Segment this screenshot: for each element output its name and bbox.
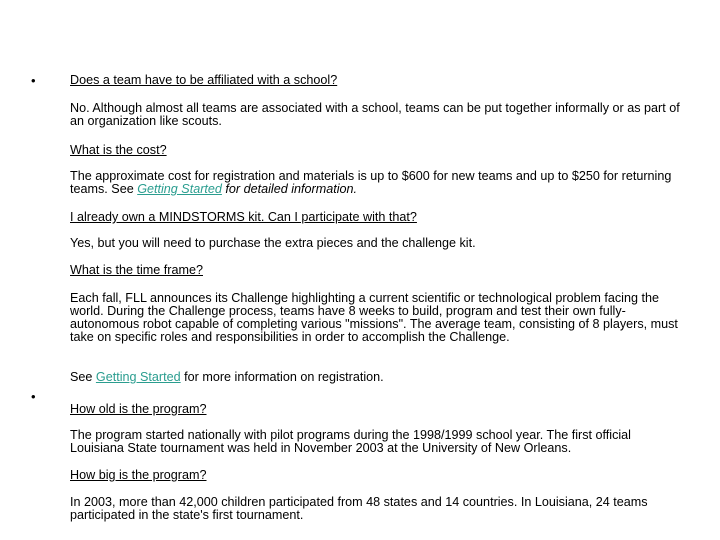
question-time-frame: What is the time frame? [70,263,203,277]
answer-cost-text: The approximate cost for registration and materials is up to $600 for new teams and up to $250 for returning teams. See [70,169,672,197]
question-mindstorms: I already own a MINDSTORMS kit. Can I participate with that? [70,210,417,224]
bullet-1: • [31,73,36,88]
answer-affiliation: No. Although almost all teams are associated with a school, teams can be put together informally or as part of an organization like scouts. [70,101,680,129]
bullet-2: • [31,389,36,404]
answer-cost-tail: for detailed information. [221,182,358,197]
answer-time-frame: Each fall, FLL announces its Challenge highlighting a current scientific or technological problem facing the world. During the Challenge process, teams have 8 weeks to build, program and test their own fully-autonomous robot capable of completing various "missions". The average team, consisting of 8 players, must take on specific roles and responsibilities in order to accomplish the Challenge. [70,291,678,345]
answer-registration-pre: See [70,370,96,384]
answer-program-size: In 2003, more than 42,000 children participated from 48 states and 14 countries. In Louisiana, 24 teams participated in the state's first tournament. [70,495,648,523]
answer-cost [70,170,685,196]
answer-registration-tail: for more information on registration. [180,370,384,384]
question-program-age: How old is the program? [70,402,207,416]
getting-started-link[interactable]: Getting Started [137,182,222,197]
answer-registration [70,371,685,384]
question-cost: What is the cost? [70,143,167,157]
getting-started-link-2[interactable]: Getting Started [95,370,181,384]
question-affiliation: Does a team have to be affiliated with a school? [70,73,338,87]
answer-program-age: The program started nationally with pilot programs during the 1998/1999 school year. The first official Louisiana State tournament was held in November 2003 at the University of New Orleans. [70,428,631,456]
answer-mindstorms: Yes, but you will need to purchase the extra pieces and the challenge kit. [70,236,476,250]
question-program-size: How big is the program? [70,468,207,482]
